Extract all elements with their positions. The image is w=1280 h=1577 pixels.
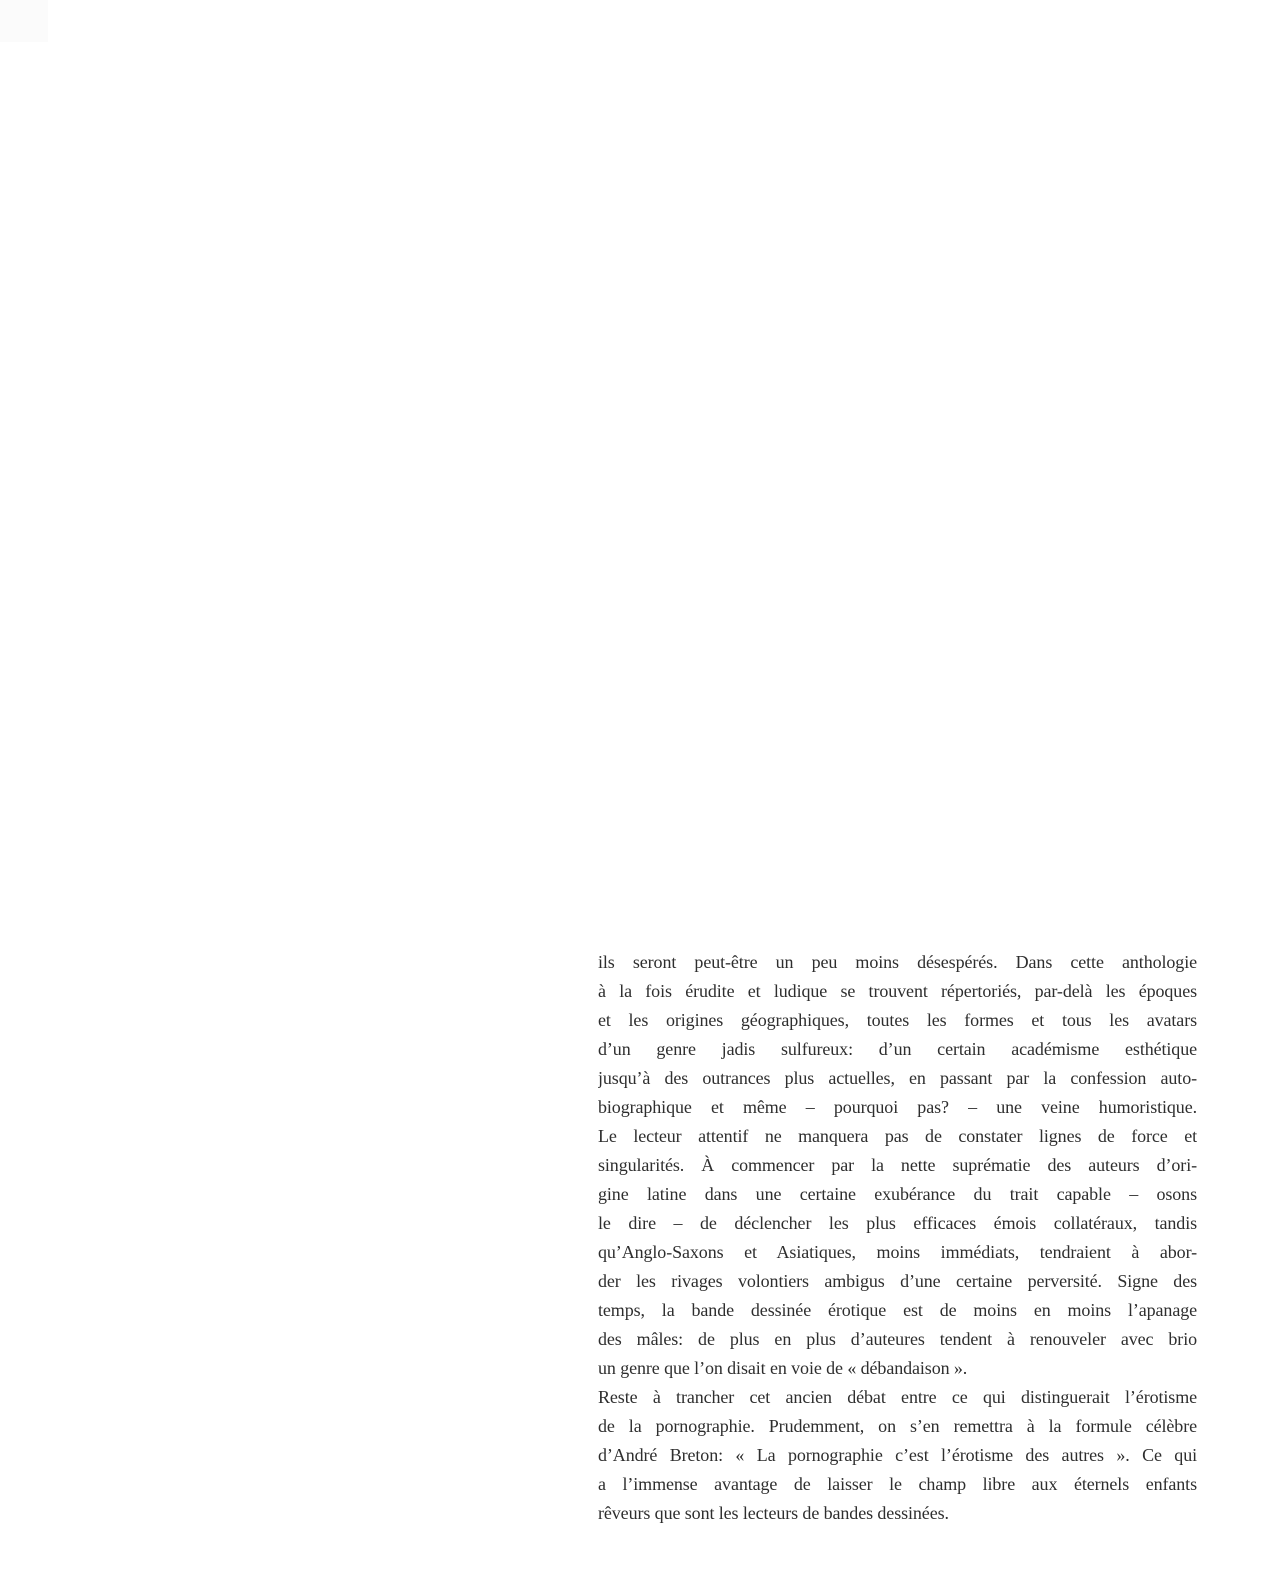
- text-line: biographique et même – pourquoi pas? – une veine humoristique.: [598, 1097, 1197, 1117]
- text-line: jusqu’à des outrances plus actuelles, en passant par la confession auto-: [598, 1068, 1197, 1088]
- text-line: de la pornographie. Prudemment, on s’en remettra à la formule célèbre: [598, 1416, 1197, 1436]
- text-line: Reste à trancher cet ancien débat entre ce qui distinguerait l’érotisme: [598, 1387, 1197, 1407]
- text-line: a l’immense avantage de laisser le champ libre aux éternels enfants: [598, 1474, 1197, 1494]
- text-line: singularités. À commencer par la nette suprématie des auteurs d’ori-: [598, 1155, 1197, 1175]
- body-text-block: [598, 948, 1197, 1528]
- text-line: gine latine dans une certaine exubérance du trait capable – osons: [598, 1184, 1197, 1204]
- text-line: qu’Anglo-Saxons et Asiatiques, moins immédiats, tendraient à abor-: [598, 1242, 1197, 1262]
- text-line-paragraph-end: rêveurs que sont les lecteurs de bandes dessinées.: [598, 1503, 949, 1523]
- text-line: Le lecteur attentif ne manquera pas de constater lignes de force et: [598, 1126, 1197, 1146]
- text-line: des mâles: de plus en plus d’auteures tendent à renouveler avec brio: [598, 1329, 1197, 1349]
- text-line: d’un genre jadis sulfureux: d’un certain académisme esthétique: [598, 1039, 1197, 1059]
- text-line: et les origines géographiques, toutes les formes et tous les avatars: [598, 1010, 1197, 1030]
- scan-corner-artifact: [0, 0, 48, 42]
- text-line: temps, la bande dessinée érotique est de moins en moins l’apanage: [598, 1300, 1197, 1320]
- text-line: ils seront peut-être un peu moins désespérés. Dans cette anthologie: [598, 952, 1197, 972]
- text-line-paragraph-end: un genre que l’on disait en voie de « débandaison ».: [598, 1358, 968, 1378]
- text-line: le dire – de déclencher les plus efficaces émois collatéraux, tandis: [598, 1213, 1197, 1233]
- text-line: der les rivages volontiers ambigus d’une certaine perversité. Signe des: [598, 1271, 1197, 1291]
- text-line: à la fois érudite et ludique se trouvent répertoriés, par-delà les époques: [598, 981, 1197, 1001]
- text-line: d’André Breton: « La pornographie c’est l’érotisme des autres ». Ce qui: [598, 1445, 1197, 1465]
